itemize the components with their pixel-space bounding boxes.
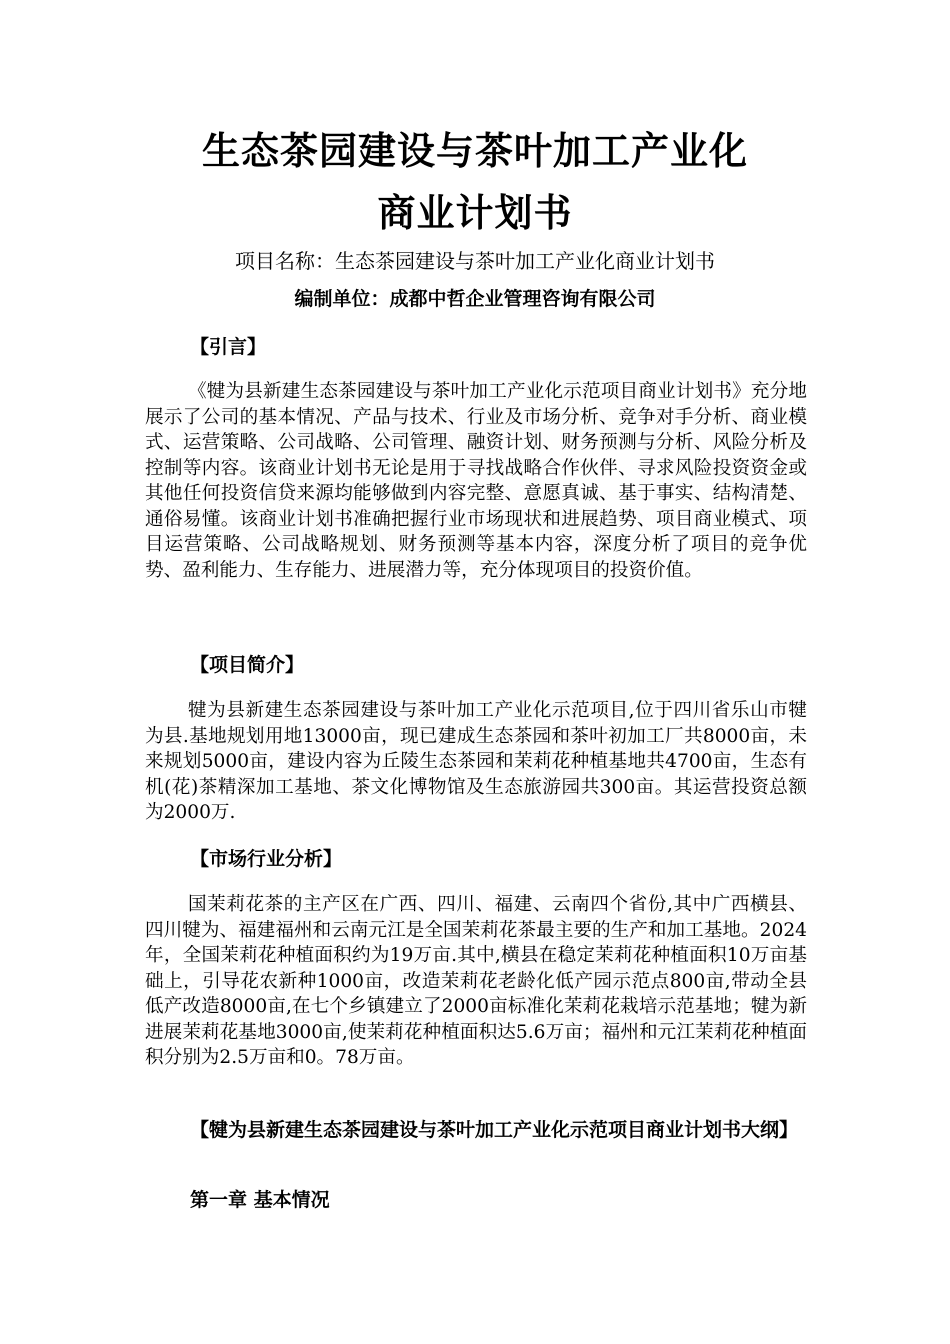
document-title-line-1: 生态茶园建设与茶叶加工产业化: [201, 129, 748, 173]
section-body-overview: 犍为县新建生态茶园建设与茶叶加工产业化示范项目,位于四川省乐山市犍为县.基地规划用地13000亩，现已建成生态茶园和茶叶初加工厂共8000亩，未来规划5000亩，建设内容为丘陵生态茶园和茉莉花种植基地共4700亩，生态有机(花)茶精深加工基地、茶文化博物馆及生态旅游园共300亩。其运营投资总额为2000万.: [145, 700, 807, 823]
section-body-market: 国茉莉花茶的主产区在广西、四川、福建、云南四个省份,其中广西横县、四川犍为、福建福州和云南元江是全国茉莉花茶最主要的生产和加工基地。2024年，全国茉莉花种植面积约为19万亩.其中,横县在稳定茉莉花种植面积10万亩基础上，引导花农新种1000亩，改造茉莉花老龄化低产园示范点800亩,带动全县低产改造8000亩,在七个乡镇建立了2000亩标准化茉莉花栽培示范基地；犍为新进展茉莉花基地3000亩,使茉莉花种植面积达5.6万亩；福州和元江茉莉花种植面积分别为2.5万亩和0。78万亩。: [145, 894, 807, 1068]
section-heading-market: 【市场行业分析】: [190, 848, 343, 870]
section-body-intro: 《犍为县新建生态茶园建设与茶叶加工产业化示范项目商业计划书》充分地展示了公司的基本情况、产品与技术、行业及市场分析、竞争对手分析、商业模式、运营策略、公司战略、公司管理、融资计划、财务预测与分析、风险分析及控制等内容。该商业计划书无论是用于寻找战略合作伙伴、寻求风险投资资金或其他任何投资信贷来源均能够做到内容完整、意愿真诚、基于事实、结构清楚、通俗易懂。该商业计划书准确把握行业市场现状和进展趋势、项目商业模式、项目运营策略、公司战略规划、财务预测等基本内容，深度分析了项目的竞争优势、盈利能力、生存能力、进展潜力等，充分体现项目的投资价值。: [145, 381, 807, 581]
editor-unit: 编制单位：成都中哲企业管理咨询有限公司: [294, 288, 656, 310]
section-heading-outline: 【犍为县新建生态茶园建设与茶叶加工产业化示范项目商业计划书大纲】: [190, 1119, 799, 1141]
section-heading-intro: 【引言】: [190, 336, 267, 358]
chapter-heading-1: 第一章 基本情况: [190, 1189, 330, 1211]
document-title-line-2: 商业计划书: [377, 191, 573, 235]
section-heading-overview: 【项目简介】: [190, 654, 305, 676]
project-name: 项目名称：生态茶园建设与茶叶加工产业化商业计划书: [235, 249, 715, 273]
